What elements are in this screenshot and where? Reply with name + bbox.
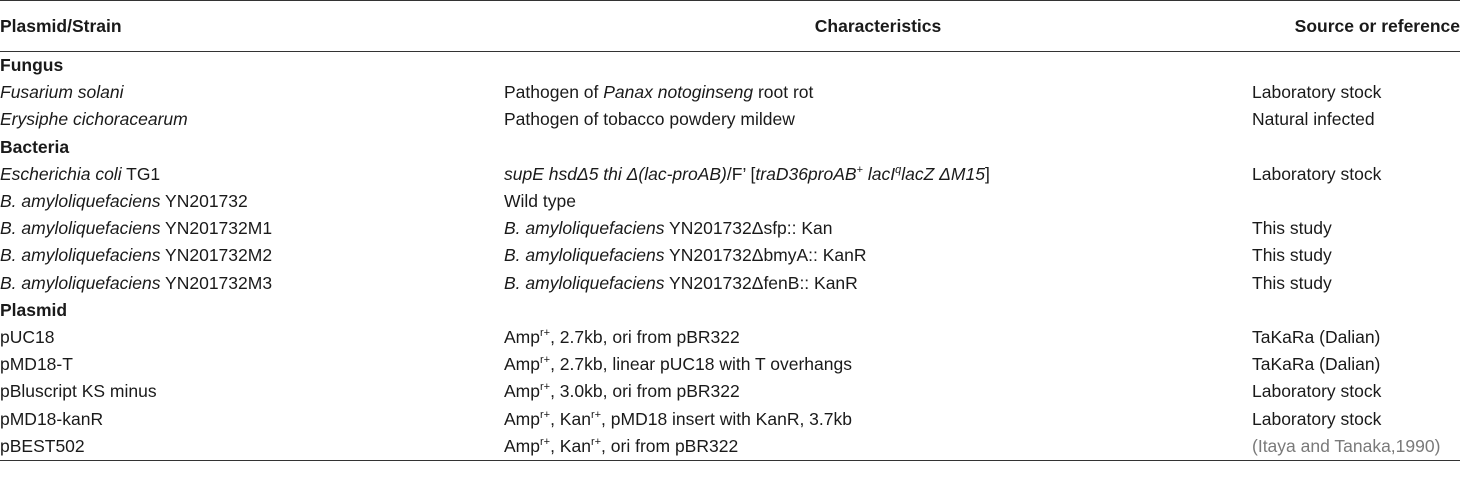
- superscript-text: r+: [590, 408, 602, 421]
- text-segment: Pathogen of tobacco powdery mildew: [504, 109, 795, 130]
- table-row: [0, 106, 1460, 133]
- characteristics-cell: [504, 433, 1252, 461]
- characteristics-cell: [504, 188, 1252, 215]
- table-row: [0, 433, 1460, 461]
- table-row: [0, 406, 1460, 433]
- text-segment: pMD18-T: [0, 354, 73, 375]
- text-segment: Amp: [504, 327, 540, 348]
- superscript-text: r+: [539, 435, 551, 448]
- text-segment: YN201732: [160, 191, 248, 212]
- italic-text: B. amyloliquefaciens: [0, 272, 161, 293]
- characteristics-cell: [504, 215, 1252, 242]
- italic-text: Erysiphe cichoracearum: [0, 109, 188, 130]
- text-segment: , 2.7kb, ori from pBR322: [550, 327, 740, 348]
- text-segment: YN201732M2: [160, 245, 273, 266]
- text-segment: Amp: [504, 354, 540, 375]
- italic-text: Panax notoginseng: [603, 82, 754, 103]
- text-segment: Pathogen of: [504, 82, 604, 103]
- characteristics-cell: [504, 324, 1252, 351]
- characteristics-cell: [504, 270, 1252, 297]
- text-segment: , Kan: [550, 408, 591, 429]
- text-segment: TG1: [121, 163, 161, 184]
- table-row: [0, 270, 1460, 297]
- italic-text: B. amyloliquefaciens: [0, 191, 161, 212]
- table-body: [0, 52, 1460, 461]
- strain-cell: [0, 351, 504, 378]
- table-row: [0, 79, 1460, 106]
- characteristics-cell: [504, 79, 1252, 106]
- text-segment: YN201732M1: [160, 218, 273, 239]
- section-row: [0, 134, 1460, 161]
- text-segment: Wild type: [504, 191, 576, 212]
- superscript-text: +: [856, 163, 864, 176]
- source-cell: Laboratory stock: [1252, 82, 1382, 103]
- section-row: [0, 52, 1460, 80]
- superscript-text: r+: [539, 381, 551, 394]
- text-segment: ]: [984, 163, 990, 184]
- italic-text: B. amyloliquefaciens: [504, 218, 665, 239]
- source-cell: This study: [1252, 218, 1332, 239]
- text-segment: , 3.0kb, ori from pBR322: [550, 381, 740, 402]
- header-row: [0, 1, 1460, 52]
- text-segment: pBluscript KS minus: [0, 381, 157, 402]
- superscript-text: r+: [590, 435, 602, 448]
- text-segment: , Kan: [550, 435, 591, 456]
- strain-cell: [0, 324, 504, 351]
- text-segment: , ori from pBR322: [601, 435, 739, 456]
- characteristics-cell: [504, 351, 1252, 378]
- italic-text: B. amyloliquefaciens: [0, 218, 161, 239]
- table-row: [0, 188, 1460, 215]
- source-cell: Natural infected: [1252, 109, 1375, 130]
- text-segment: YN201732Δsfp:: Kan: [664, 218, 833, 239]
- section-title: Plasmid: [0, 299, 68, 320]
- strain-cell: [0, 79, 504, 106]
- text-segment: YN201732M3: [160, 272, 273, 293]
- superscript-text: r+: [539, 408, 551, 421]
- section-row: [0, 297, 1460, 324]
- text-segment: YN201732ΔbmyA:: KanR: [664, 245, 867, 266]
- text-segment: root rot: [753, 82, 814, 103]
- text-segment: YN201732ΔfenB:: KanR: [664, 272, 858, 293]
- table-row: [0, 161, 1460, 188]
- text-segment: /F’ [: [726, 163, 756, 184]
- strain-cell: [0, 188, 504, 215]
- source-cell: [1252, 188, 1460, 215]
- characteristics-cell: [504, 106, 1252, 133]
- table-row: [0, 351, 1460, 378]
- italic-text: B. amyloliquefaciens: [0, 245, 161, 266]
- source-cell: TaKaRa (Dalian): [1252, 327, 1381, 348]
- table-row: [0, 215, 1460, 242]
- characteristics-cell: [504, 378, 1252, 405]
- text-segment: , pMD18 insert with KanR, 3.7kb: [601, 408, 852, 429]
- strain-cell: [0, 406, 504, 433]
- table-row: [0, 324, 1460, 351]
- text-segment: pBEST502: [0, 435, 85, 456]
- source-cell: This study: [1252, 272, 1332, 293]
- source-cell: Laboratory stock: [1252, 163, 1382, 184]
- italic-text: lacZ ΔM15: [901, 163, 985, 184]
- table-row: [0, 242, 1460, 269]
- strain-cell: [0, 215, 504, 242]
- text-segment: pMD18-kanR: [0, 408, 104, 429]
- italic-text: supE hsdΔ5 thi Δ(lac-proAB): [504, 163, 727, 184]
- header-plasmid-strain: Plasmid/Strain: [0, 1, 504, 52]
- section-title: Bacteria: [0, 136, 70, 157]
- characteristics-cell: [504, 242, 1252, 269]
- strain-cell: [0, 106, 504, 133]
- header-characteristics: Characteristics: [504, 1, 1252, 52]
- text-segment: Amp: [504, 381, 540, 402]
- source-cell: Laboratory stock: [1252, 408, 1382, 429]
- strain-cell: [0, 242, 504, 269]
- source-cell: This study: [1252, 245, 1332, 266]
- source-reference-link[interactable]: (Itaya and Tanaka,1990): [1252, 433, 1460, 461]
- header-source-reference: Source or reference: [1252, 1, 1460, 52]
- section-title: Fungus: [0, 55, 64, 75]
- strain-cell: [0, 433, 504, 461]
- superscript-text: r+: [539, 327, 551, 340]
- italic-text: B. amyloliquefaciens: [504, 245, 665, 266]
- characteristics-cell: [504, 406, 1252, 433]
- italic-text: lacI: [867, 163, 896, 184]
- italic-text: Escherichia coli: [0, 163, 122, 184]
- characteristics-cell: [504, 161, 1252, 188]
- italic-text: B. amyloliquefaciens: [504, 272, 665, 293]
- source-cell: Laboratory stock: [1252, 381, 1382, 402]
- superscript-text: r+: [539, 354, 551, 367]
- text-segment: pUC18: [0, 327, 55, 348]
- strain-cell: [0, 161, 504, 188]
- table-row: [0, 378, 1460, 405]
- text-segment: Amp: [504, 435, 540, 456]
- text-segment: , 2.7kb, linear pUC18 with T overhangs: [550, 354, 852, 375]
- text-segment: Amp: [504, 408, 540, 429]
- italic-text: Fusarium solani: [0, 82, 124, 103]
- source-cell: TaKaRa (Dalian): [1252, 354, 1381, 375]
- superscript-text: q: [895, 163, 902, 176]
- italic-text: traD36proAB: [755, 163, 857, 184]
- strain-cell: [0, 270, 504, 297]
- strain-cell: [0, 378, 504, 405]
